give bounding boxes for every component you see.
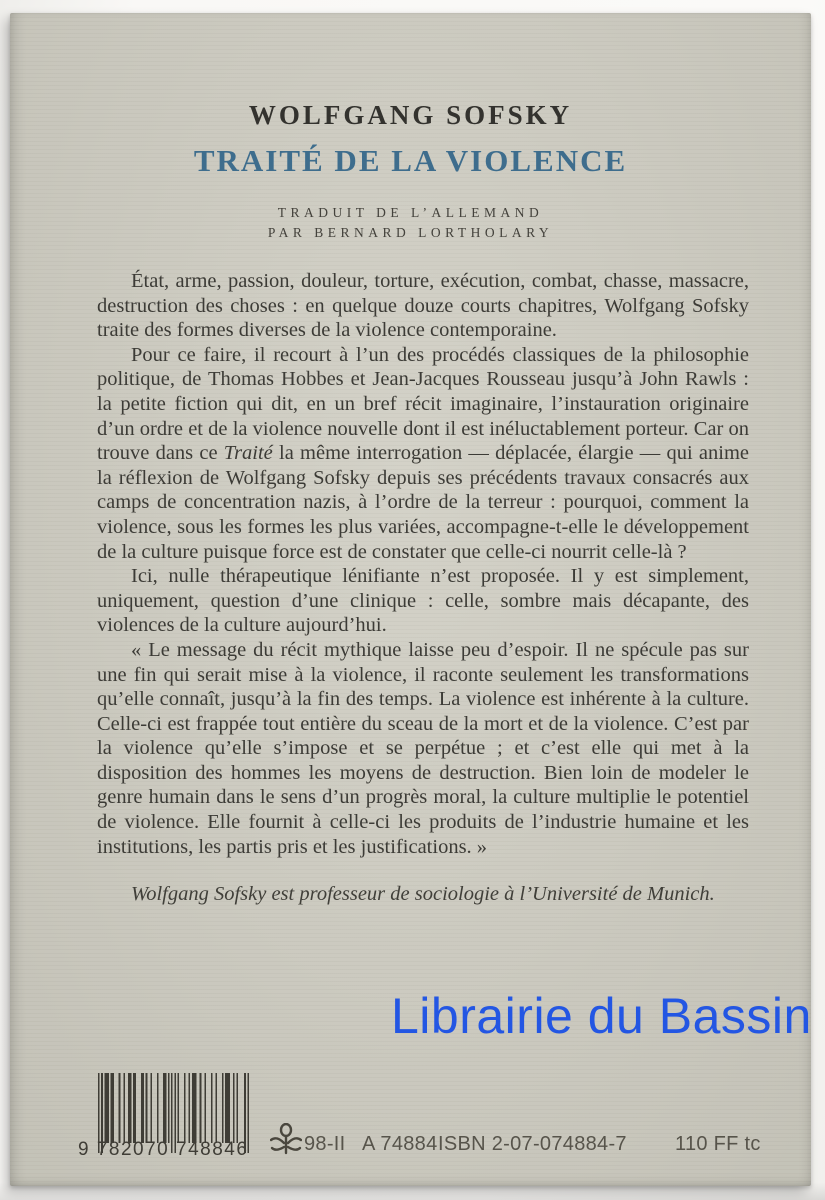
photo-background-shadow <box>0 1182 825 1200</box>
translation-credit-line2: PAR BERNARD LORTHOLARY <box>267 225 554 240</box>
translation-credit-line1: TRADUIT DE L’ALLEMAND <box>277 205 544 220</box>
blurb-paragraph-3: Ici, nulle thérapeutique lénifiante n’est proposée. Il y est simplement, uniquement, question d’une clinique : celle, sombre mais décapante, des violences de la culture aujourd’hui. <box>97 565 749 637</box>
blurb-paragraph-2 <box>97 343 749 564</box>
bookseller-watermark: Librairie du Bassin <box>391 988 812 1044</box>
blurb-paragraph-2-continued: la même interrogation — déplacée, élargie — qui anime la réflexion de Wolfgang Sofsky depuis ses précédents travaux consacrés aux camps de concentration nazis, à l’ordre de la terreur : pourquoi, comment la violence, sous les formes les plus variées, accompagne-t-elle le développement de la culture puisque force est de constater que celle-ci nourrit celle-là ? <box>97 442 749 563</box>
author-bio-line: Wolfgang Sofsky est professeur de sociologie à l’Université de Munich. <box>131 883 715 906</box>
book-title-inline-italic: Traité <box>223 442 273 465</box>
book-back-cover <box>10 13 811 1186</box>
ean-barcode <box>78 1073 249 1177</box>
blurb-paragraph-1: État, arme, passion, douleur, torture, exécution, combat, chasse, massacre, destruction des choses : en quelque douze courts chapitres, Wolfgang Sofsky traite des formes diverses de la violence contemporaine. <box>97 270 749 342</box>
author-name: WOLFGANG SOFSKY <box>248 100 573 130</box>
publisher-colophon-icon <box>270 1123 302 1159</box>
price-label: 110 FF tc <box>675 1133 761 1155</box>
catalog-code: A 74884 <box>362 1133 438 1155</box>
blurb-paragraph-2-text: Pour ce faire, il recourt à l’un des procédés classiques de la philosophie politique, de Thomas Hobbes et Jean-Jacques Rousseau jusqu’à John Rawls : la petite fiction qui dit, en un bref récit imaginaire, l’instauration originaire d’un ordre et de la violence nouvelle dont il est inéluctablement porteur. Car on trouve dans ce <box>97 343 749 465</box>
print-run-code: 98-II <box>304 1133 346 1155</box>
barcode-number: 9 782070 748846 <box>78 1139 249 1160</box>
book-title: TRAITÉ DE LA VIOLENCE <box>193 143 628 178</box>
blurb-quote-paragraph: « Le message du récit mythique laisse peu d’espoir. Il ne spécule pas sur une fin qui serait mise à la violence, il raconte seulement les transformations qu’elle connaît, jusqu’à la fin des temps. La violence est inhérente à la culture. Celle-ci est frappée tout entière du sceau de la mort et de la violence. C’est par la violence qu’elle s’impose et se perpétue ; et c’est elle qui met à la disposition des hommes les moyens de destruction. Bien loin de modeler le genre humain dans le sens d’un progrès moral, la culture multiplie le potentiel de violence. Elle fournit à celle-ci les produits de l’industrie humaine et les institutions, les partis pris et les justifications. » <box>97 638 749 858</box>
isbn-number: ISBN 2-07-074884-7 <box>438 1133 627 1155</box>
back-cover-blurb <box>97 269 749 907</box>
